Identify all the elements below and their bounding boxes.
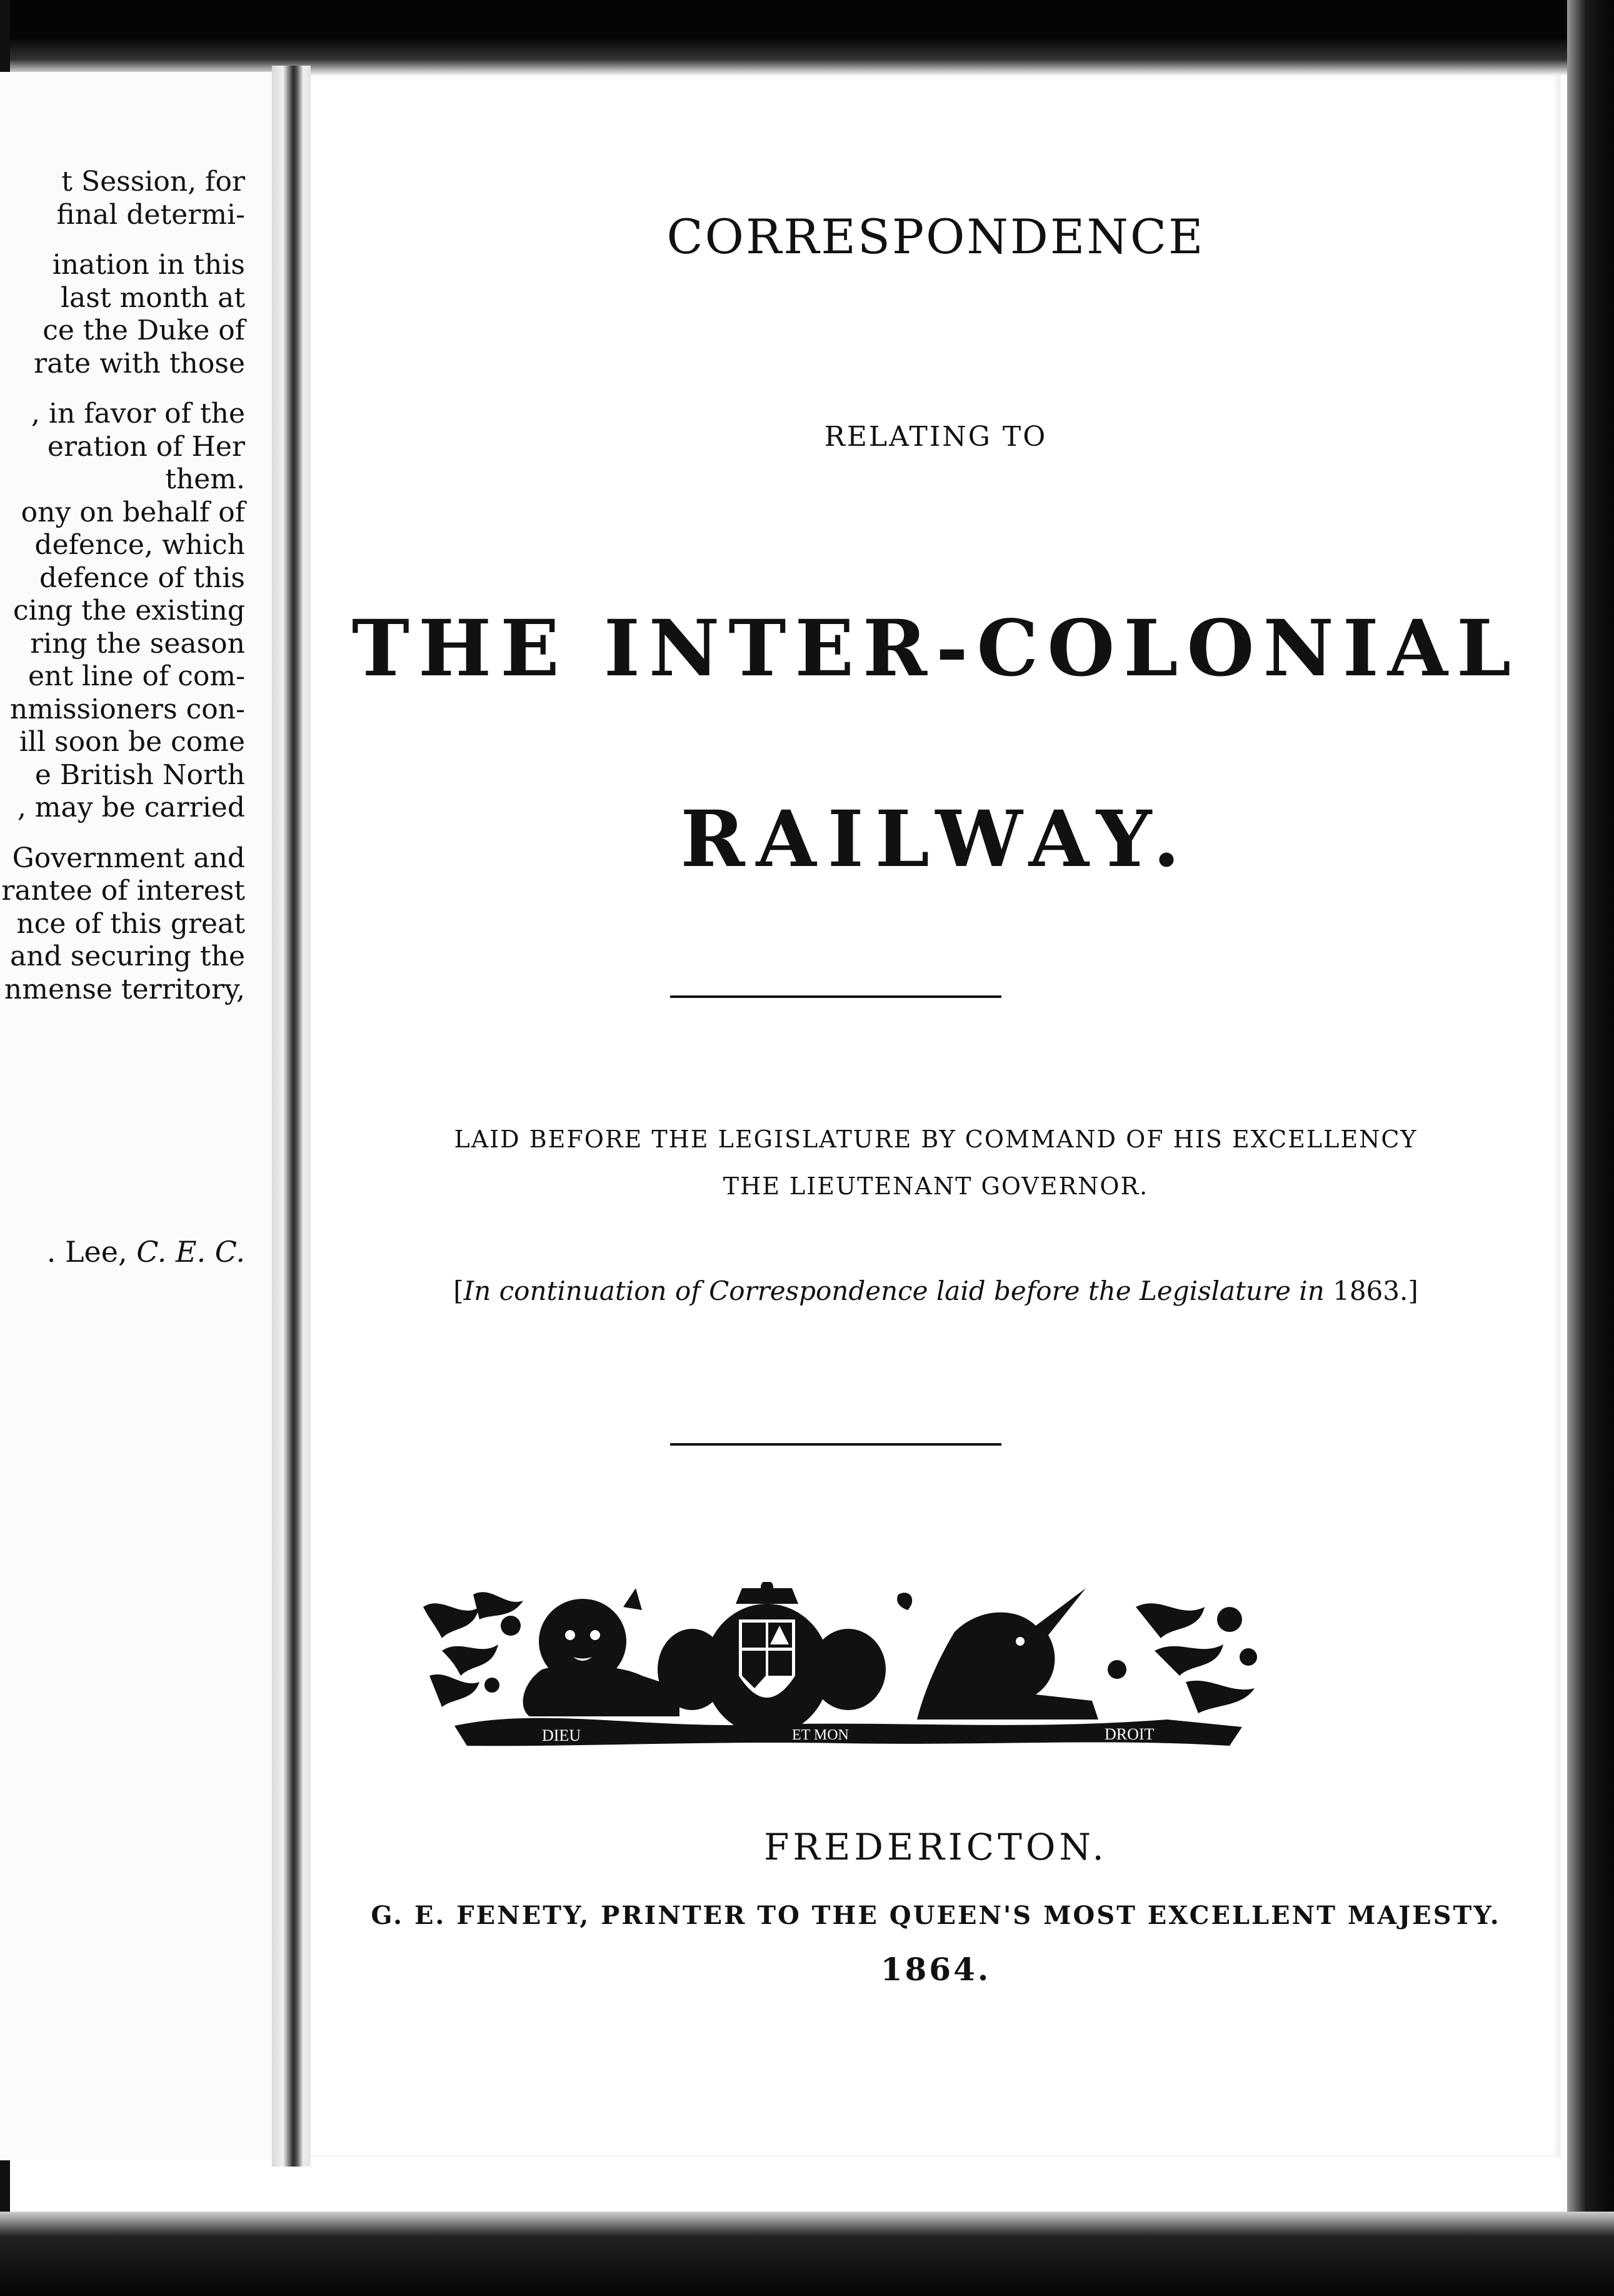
relating-line: RELATING TO: [824, 421, 1048, 453]
facing-page-line: nmense territory,: [4, 973, 245, 1005]
scan-shadow-bottom: [0, 2212, 1614, 2296]
facing-page-line: [1, 231, 245, 249]
title-page: [311, 75, 1561, 2157]
facing-page-line: ill soon be come: [19, 726, 245, 758]
facing-page-line: rate with those: [34, 347, 245, 380]
facing-page-signature: [47, 1235, 245, 1269]
continuation-note: [311, 1276, 1561, 1306]
motto-right: DROIT: [1105, 1725, 1155, 1743]
facing-page-line: [1, 825, 245, 842]
facing-page-line: [1, 380, 245, 398]
facing-page-fragment: [0, 72, 275, 2160]
facing-page-line: ce the Duke of: [43, 315, 245, 346]
imprint-printer: G. E. FENETY, PRINTER TO THE QUEEN'S MOST EXCELLENT MAJESTY.: [371, 1901, 1501, 1930]
facing-page-line: last month at: [51, 281, 245, 314]
scan-shadow-top: [0, 0, 1614, 75]
facing-page-line: e British North: [34, 758, 245, 791]
signature-name: . Lee,: [46, 1235, 137, 1269]
facing-page-line: and securing the: [10, 940, 245, 972]
facing-page-line: defence of this: [31, 561, 245, 594]
signature-title: C. E. C.: [136, 1235, 245, 1269]
facing-page-line: rantee of interest: [1, 875, 245, 907]
facing-page-line: ony on behalf of: [21, 496, 245, 528]
facing-page-line: Government and: [12, 842, 245, 874]
royal-coat-of-arms-icon: [417, 1582, 1270, 1751]
facing-page-line: final determi-: [48, 198, 245, 231]
motto-middle: ET MON: [792, 1727, 849, 1743]
facing-page-line: defence, which: [26, 529, 245, 561]
facing-page-line: nce of this great: [16, 907, 245, 940]
continuation-text: In continuation of Correspondence laid before the Legislature in: [463, 1276, 1325, 1306]
title-line-2: RAILWAY.: [680, 794, 1191, 885]
heading: CORRESPONDENCE: [666, 209, 1205, 264]
facing-page-line: ring the season: [30, 627, 245, 660]
facing-page-line: them.: [156, 463, 245, 495]
facing-page-line: eration of Her: [47, 430, 245, 463]
facing-page-line: ent line of com-: [28, 660, 245, 692]
motto-left: DIEU: [542, 1726, 581, 1745]
facing-page-line: ination in this: [52, 249, 245, 281]
imprint-city: FREDERICTON.: [764, 1826, 1108, 1868]
book-binding: [272, 66, 311, 2167]
title-line-1: THE INTER-COLONIAL: [351, 603, 1520, 694]
facing-page-line: , may be carried: [17, 792, 245, 823]
divider-rule-bottom: [670, 1443, 1001, 1446]
divider-rule-top: [670, 995, 1001, 998]
scan-shadow-right: [1567, 0, 1614, 2296]
continuation-bracket: [: [453, 1276, 464, 1306]
facing-page-line: nmissioners con-: [9, 693, 245, 725]
facing-page-line: t Session, for: [61, 166, 245, 198]
facing-page-line: , in favor of the: [31, 398, 245, 430]
laid-before-line-2: THE LIEUTENANT GOVERNOR.: [723, 1172, 1149, 1200]
imprint-year: 1864.: [880, 1951, 991, 1988]
facing-page-line: cing the existing: [13, 595, 245, 627]
laid-before-line-1: LAID BEFORE THE LEGISLATURE BY COMMAND OF HIS EXCELLENCY: [454, 1125, 1418, 1153]
continuation-year: 1863.]: [1324, 1276, 1418, 1306]
facing-page-text: [1, 166, 245, 1006]
